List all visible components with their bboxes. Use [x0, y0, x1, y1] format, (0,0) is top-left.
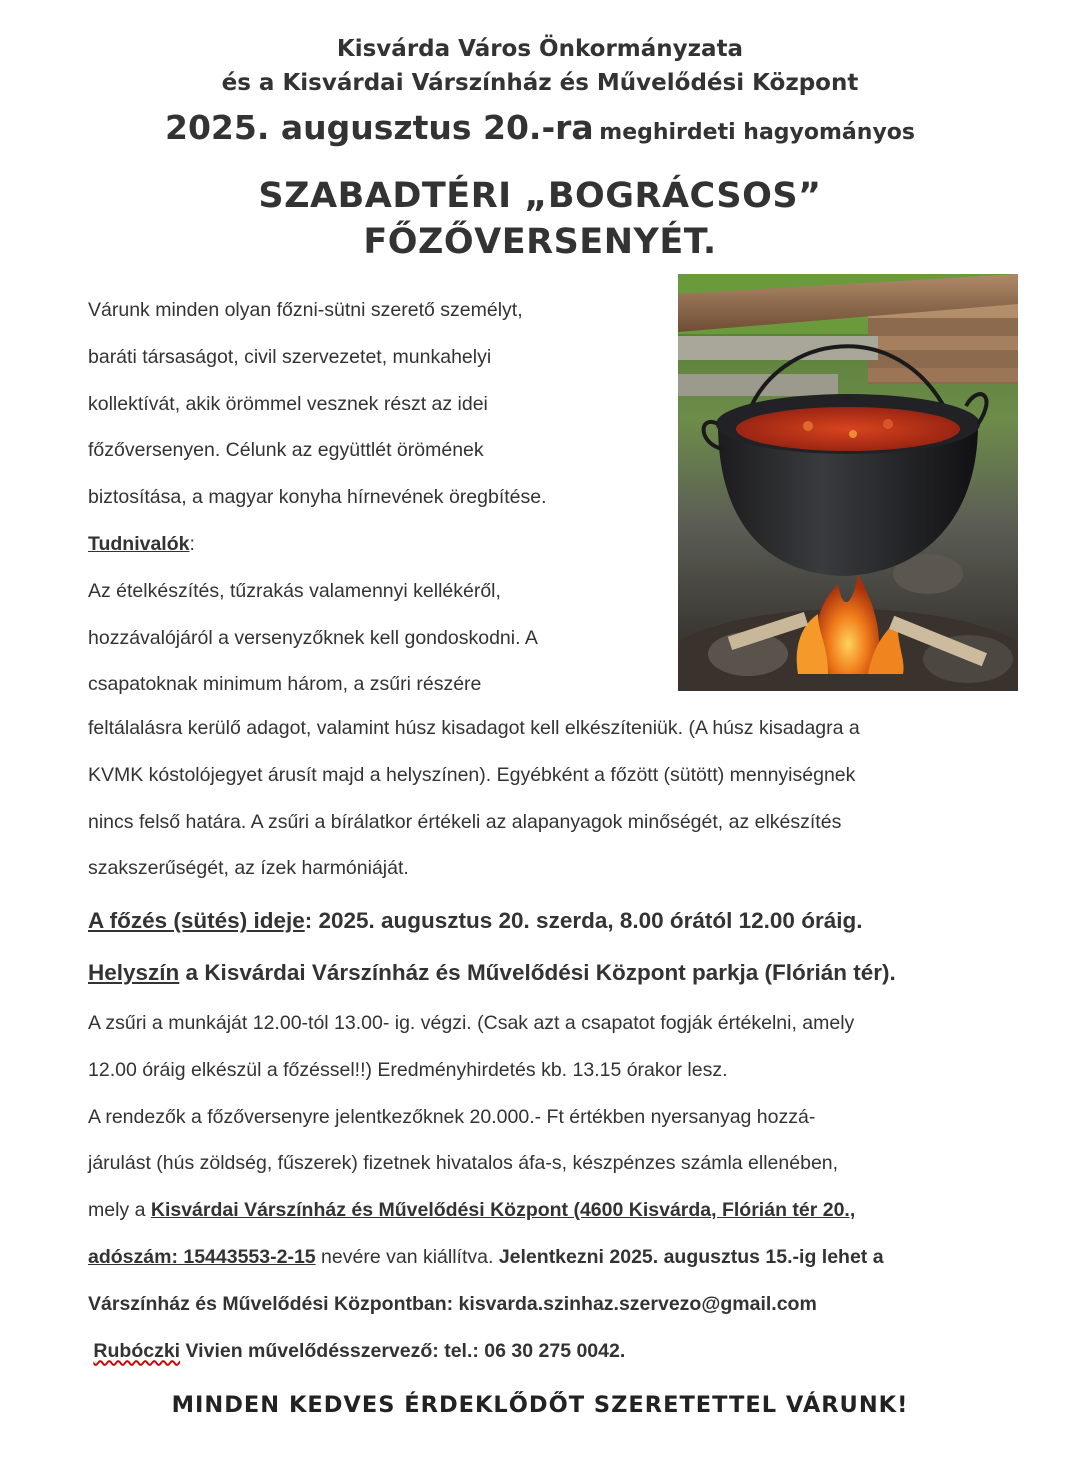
cooking-time-line	[88, 896, 862, 946]
intro-line: baráti társaságot, civil szervezetet, munkahelyi	[88, 345, 492, 368]
tudnivalok-label: Tudnivalók	[88, 532, 190, 555]
issued-text: nevére van kiállítva.	[315, 1245, 499, 1268]
support-prefix: mely a	[88, 1199, 151, 1222]
intro-line: biztosítása, a magyar konyha hírnevének öregbítése.	[88, 486, 547, 509]
venue-line	[88, 948, 896, 998]
venue-value: a Kisvárdai Várszínház és Művelődési Központ parkja (Flórián tér).	[179, 960, 896, 985]
details-paragraph	[88, 1000, 1028, 1374]
contact-details: Vivien művelődésszervező: tel.: 06 30 275 0042.	[180, 1339, 626, 1362]
intro-line: kollektívát, akik örömmel vesznek részt az idei	[88, 392, 488, 415]
info-line: csapatoknak minimum három, a zsűri részére	[88, 673, 482, 696]
contact-line	[88, 1328, 1028, 1375]
rules-paragraph	[88, 705, 1028, 892]
info-line: hozzávalójáról a versenyzőknek kell gondoskodni. A	[88, 626, 538, 649]
intro-paragraph	[88, 287, 658, 708]
intro-line: Várunk minden olyan főzni-sütni szerető személyt,	[88, 299, 523, 321]
jury-line: 12.00 óráig elkészül a főzéssel!!) Eredményhirdetés kb. 13.15 órakor lesz.	[88, 1058, 728, 1081]
support-line: járulást (hús zöldség, fűszerek) fizetnek hivatalos áfa-s, készpénzes számla ellenében,	[88, 1152, 839, 1175]
rules-line: szakszerűségét, az ízek harmóniáját.	[88, 857, 409, 880]
organizer-line-1: Kisvárda Város Önkormányzata	[336, 36, 744, 62]
rules-line: feltálalásra kerülő adagot, valamint húsz kisadagot kell elkészíteniük. (A húsz kisadagra a	[88, 717, 860, 739]
apply-deadline: Jelentkezni 2025. augusztus 15.-ig lehet a	[498, 1245, 884, 1268]
tax-number: adószám: 15443553-2-15	[88, 1245, 316, 1268]
tax-line	[88, 1234, 1028, 1281]
rules-line: KVMK kóstolójegyet árusít majd a helyszínen). Egyébként a főzött (sütött) mennyiségnek	[88, 763, 856, 786]
cooking-time-value: : 2025. augusztus 20. szerda, 8.00 órától 12.00 óráig.	[304, 908, 863, 933]
event-date-line	[0, 108, 1080, 147]
intro-line: főzőversenyen. Célunk az együttlét örömének	[88, 439, 484, 462]
closing-slogan: MINDEN KEDVES ÉRDEKLŐDŐT SZERETETTEL VÁRUNK!	[171, 1392, 909, 1418]
jury-line: A zsűri a munkáját 12.00-tól 13.00- ig. végzi. (Csak azt a csapatot fogják értékelni, amely	[88, 1012, 855, 1034]
support-line: A rendezők a főzőversenyre jelentkezőknek 20.000.- Ft értékben nyersanyag hozzá-	[88, 1105, 816, 1128]
rules-line: nincs felső határa. A zsűri a bírálatkor értékeli az alapanyagok minőségét, az elkészítés	[88, 810, 842, 833]
invoice-organization: Kisvárdai Várszínház és Művelődési Központ (4600 Kisvárda, Flórián tér 20.,	[150, 1199, 856, 1222]
contact-surname: Rubóczki	[93, 1339, 181, 1362]
apply-contact-email[interactable]: Várszínház és Művelődési Központban: kisvarda.szinhaz.szervezo@gmail.com	[88, 1292, 817, 1315]
cauldron-photo	[678, 274, 1018, 691]
tudnivalok-colon: :	[189, 532, 195, 555]
event-date: 2025. augusztus 20.-ra	[164, 108, 594, 147]
tudnivalok-heading	[88, 521, 658, 568]
info-line: Az ételkészítés, tűzrakás valamennyi kellékéről,	[88, 579, 501, 602]
cooking-time-label: A főzés (sütés) ideje	[88, 908, 305, 933]
event-title-line-1: SZABADTÉRI „BOGRÁCSOS”	[258, 176, 822, 216]
event-date-suffix: meghirdeti hagyományos	[599, 120, 915, 145]
venue-label: Helyszín	[88, 960, 180, 985]
event-title-line-2: FŐZŐVERSENYÉT.	[363, 222, 717, 262]
organizer-line-2: és a Kisvárdai Várszínház és Művelődési Központ	[221, 70, 859, 96]
support-line	[88, 1187, 1028, 1234]
